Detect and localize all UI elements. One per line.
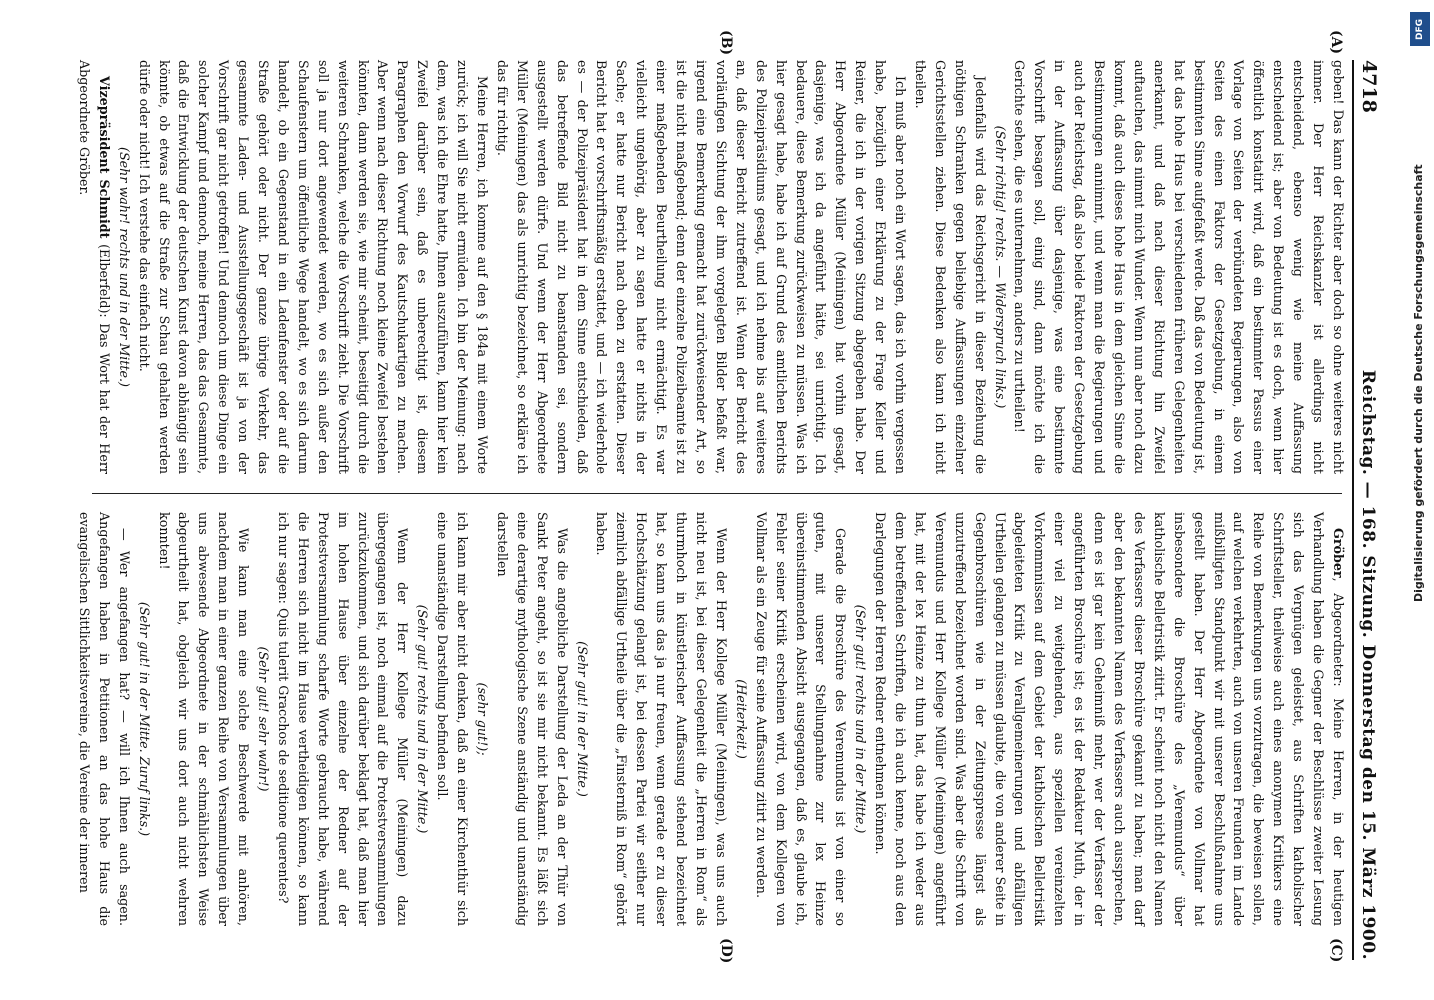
speech-text: , Abgeordneter: Meine Herren, in der heutigen Verhandlung haben die Gegner der Beschlüsse zweiter Lesung sich das Vergnügen geleistet, aus Schriften katholischer Schriftsteller, theilweise auch eines anonymen Kritikers eine Reihe von Bemerkungen uns vorzutragen, die beweisen sollen, auf welchen verkehrten, auch von unseren Freunden im Lande mißbilligten Standpunkt wir mit unserer Beschlußnahme uns gestellt haben. Der Herr Abgeordnete von Vollmar hat insbesondere die Broschüre des „Veremundus“ über katholische Belletristik zitirt. Er scheint noch nicht den Namen des Verfassers dieser Broschüre gekannt zu haben; man darf aber den bekannten Namen des Verfassers auch aussprechen, denn es ist gar kein Geheimniß mehr, wer der Verfasser der angeführten Broschüre ist; es ist der Redakteur Muth, der in einer viel zu weitgehenden, aus speziellen vereinzelten Vorkommnissen auf dem Gebiet der katholischen Belletristik abgeleiteten Kritik zu Verallgemeinerungen und abfälligen Urtheilen gelangen zu müssen glaubte, die von anderer Seite in Gegenbroschüren wie in der Zeitungspresse längst als unzutreffend bezeichnet worden sind. Was aber die Schrift von Veremundus und Herr Kollege Müller (Meiningen) angeführt hat, mit der lex Heinze zu thun hat, das habe ich weder aus dem betreffenden Schriften, die ich auch kenne, noch aus den Darlegungen der Herren Redner entnehmen können. [873,512,1346,926]
dfg-credit-text: Digitalisierung gefördert durch die Deutsche Forschungsgemeinschaft [1412,164,1425,602]
paragraph: (Heiterkeit.) [733,679,749,759]
speaker-name: Vizepräsident Schmidt [96,76,112,239]
paragraph: (Sehr gut! in der Mitte.) [574,641,590,797]
paragraph: geben! Das kann der Richter aber doch so ohne weiteres nicht immer. Der Herr Reichskanzler ist allerdings nicht entscheidend, ebenso wenig wie meine Auffassung entscheidend ist; aber von Bedeutung ist es doch, wenn hier öffentlich konstatirt wird, daß ein bestimmter Passus einer Vorlage von Seiten der verbündeten Regierungen, also von Seiten des einen Faktors der Gesetzgebung, in einem bestimmten Sinne aufgefaßt werde. Daß das von Bedeutung ist, hat das hohe Haus bei verschiedenen früheren Gelegenheiten anerkannt, und daß nach dieser Richtung hin Zweifel auftauchen, das nimmt mich Wunder. Wenn nun aber noch dazu kommt, daß auch dieses hohe Haus in dem gleichen Sinne die Bestimmungen annimmt, und wenn man die Regierungen und auch der Reichstag, daß also beide Faktoren der Gesetzgebung in der Auffassung über dasjenige, was eine bestimmte Vorschrift besagen soll, einig sind, dann möchte ich die Gerichte sehen, die es unternehmen, anders zu urtheilen! [1012,60,1346,474]
paragraph: (sehr gut!); [475,682,491,756]
paragraph: (Sehr gut! sehr wahr!) [256,646,272,792]
margin-marker-a: (A) [1328,30,1344,55]
paragraph: (Sehr gut! in der Mitte. Zuruf links.) [136,601,152,837]
paragraph: (Sehr gut! rechts und in der Mitte.) [415,604,431,834]
speech-text: (Elberfeld): Das Wort hat der Herr Abgeordnete Gröber. [76,60,112,474]
paragraph [870,512,1348,926]
paragraph: (Sehr richtig! rechts. — Widerspruch links.) [992,125,1008,409]
speaker-name: Gröber [1331,528,1346,578]
page-title: Reichstag. — 168. Sitzung. Donnerstag den 15. März 1900. [1358,369,1378,960]
margin-marker-b: (B) [718,30,734,56]
margin-marker-d: (D) [718,938,734,964]
paragraph: — Wer angefangen hat? — will ich Ihnen auch sagen. Angefangen haben in Petitionen an das hohe Haus die evangelischen Sittlichkeitsvereine, die Vereine der inneren [76,512,132,926]
paragraph: Wenn der Herr Kollege Müller (Meiningen) dazu übergegangen ist, noch einmal auf die Protestversammlungen zurückzukommen, und sich darüber beklagt hat, daß man hier im hohen Hause über einzelne der Redner auf der Protestversammlung scharfe Worte gebraucht habe, während die Herren sich nicht im Hause vertheidigen können, so kann ich nur sagen: Quis tulerit Gracchos de seditione querentes? [275,512,411,926]
paragraph: Wenn der Herr Kollege Müller (Meiningen), was uns auch nicht neu ist, bei dieser Gelegenheit die „Herren in Rom“ als thurmhoch in künstlerischer Auffassung stehend bezeichnet hat, so kann uns das ja nur freuen, wenn gerade er zu dieser Hochschätzung gelangt ist, bei dessen Partei wir seither nur ziemlich abfällige Urtheile über die „Finsterniß in Rom“ gehört haben. [594,512,729,926]
left-text-column [76,60,1348,474]
paragraph: Gerade die Broschüre des Veremundus ist von einer so guten, mit unserer Stellungnahme zur lex Heinze übereinstimmenden Absicht ausgegangen, daß es, glaube ich, Fehler seiner Kritik erscheinen wird, von dem Kollegen von Vollmar als ein Zeuge für seine Auffassung zitirt zu werden. [753,512,849,926]
paragraph: Wie kann man eine solche Beschwerde mit anhören, nachdem man in einer ganzen Reihe von Versammlungen über uns abwesende Abgeordnete in der schmählichsten Weise abgeurtheilt hat, obgleich wir uns dort auch nicht wehren konnten! [156,512,252,926]
page-number: 4718 [1358,60,1380,113]
column-divider [92,493,1342,494]
dfg-credit-strip [1409,8,1431,608]
page-header [1352,60,1394,960]
dfg-logo: DFG [1410,12,1430,46]
paragraph: (Sehr gut! rechts und in der Mitte.) [853,604,869,834]
paragraph: ich kann mir aber nicht denken, daß an einer Kirchenthür sich eine unanständige Darstellung befinden soll. [435,512,471,926]
paragraph: Jedenfalls wird das Reichsgericht in dieser Beziehung die nöthigen Schranken gegen beliebige Auffassungen einzelner Gerichtsstellen ziehen. Diese Bedenken also kann ich nicht theilen. [912,60,988,474]
paragraph: Ich muß aber noch ein Wort sagen, das ich vorhin vergessen habe, bezüglich einer Erklärung zu der Frage Keller und Reiner, die ich in der vorigen Sitzung abgegeben habe. Der Herr Abgeordnete Müller (Meiningen) hat vorhin gesagt, dasjenige, was ich da angeführt hätte, sei unrichtig. Ich bedauere, diese Bemerkung zurückweisen zu müssen. Was ich hier gesagt habe, habe ich auf Grund des amtlichen Berichts des Polizeipräsidiums gesagt, und ich nehme bis auf weiteres an, daß dieser Bericht zutreffend ist. Wenn der Bericht des vorläufigen Sichtung der ihm vorgelegten Bilder befaßt war, irgend eine Bemerkung gemacht hat zurückweisender Art, so ist die nicht maßgebend; denn der einzelne Polizeibeamte ist zu einer maßgebenden Beurtheilung nicht ermächtigt. Es war vielleicht ungehörig, aber zu sagen hatte er nichts in der Sache; er hatte nur Bericht nach oben zu erstatten. Dieser Bericht hat er vorschriftsmäßig erstattet, und — ich wiederhole es — der Polizeipräsident hat in dem Sinne entschieden, daß das betreffende Bild nicht zu beanstanden sei, sondern ausgestellt werden dürfe. Und wenn der Herr Abgeordnete Müller (Meiningen) das als unrichtig bezeichnet, so erkläre ich das für richtig. [494,60,909,474]
paragraph: (Sehr wahr! rechts und in der Mitte.) [116,147,132,387]
margin-marker-c: (C) [1328,938,1344,963]
right-text-column [76,512,1348,926]
paragraph: Meine Herren, ich komme auf den § 184a mit einem Worte zurück; ich will Sie nicht ermüden. Ich bin der Meinung: nach dem, was ich die Ehre hatte, Ihnen auszuführen, kann hier kein Zweifel darüber sein, daß es unberechtigt ist, diesem Paragraphen den Vorwurf des Kautschukartigen zu machen. Aber wenn nach dieser Richtung noch kleine Zweifel bestehen könnten, dann werden sie, wie mir scheint, beseitigt durch die weiteren Schranken, welche die Vorschrift zieht. Die Vorschrift soll ja nur dort angewendet werden, wo es sich außer den Schaufenstern um öffentliche Wege handelt, wo es sich darum handelt, ob ein Gegenstand in ein Ladenfenster oder auf die Straße gehört oder nicht. Der ganze übrige Verkehr, das gesammte Laden- und Ausstellungsgeschäft ist ja von der Vorschrift gar nicht getroffen! Und dennoch um diese Dinge ein solcher Kampf und dennoch, meine Herren, das das Gesammte, daß die Entwicklung der deutschen Kunst davon abhängig sein könnte, ob etwas auf die Straße zur Schau gehalten werden dürfe oder nicht! Ich verstehe das einfach nicht. [136,60,491,474]
paragraph: Was die angebliche Darstellung der Leda an der Thür von Sankt Peter angeht, so ist sie mir nicht bekannt. Es läßt sich eine derartige mythologische Szene anständig und unanständig darstellen [494,512,570,926]
paragraph [74,60,114,474]
